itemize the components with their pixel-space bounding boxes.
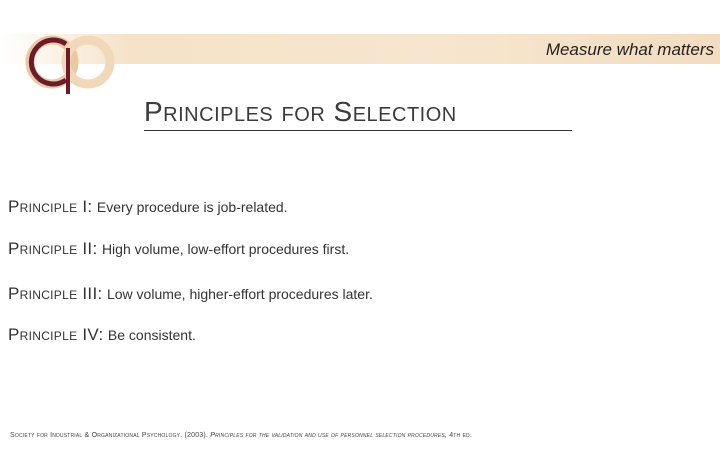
tagline: Measure what matters: [545, 40, 714, 59]
principle-label: Principle II:: [8, 239, 98, 258]
principle-text: Be consistent.: [107, 327, 196, 343]
citation-title: Principles for the validation and use of personnel selection procedures,: [210, 432, 448, 439]
principle-item: [8, 284, 373, 304]
slide-title: Principles for Selection: [144, 96, 457, 127]
principle-item: [8, 239, 349, 259]
citation: [10, 432, 472, 439]
principle-text: High volume, low-effort procedures first.: [101, 241, 350, 257]
citation-authors: Society for Industrial & Organizational Psychology. (2003).: [10, 432, 209, 439]
citation-edition: 4th ed.: [449, 432, 472, 439]
company-logo: [0, 18, 120, 94]
principle-item: [8, 325, 196, 345]
principle-label: Principle I:: [8, 197, 93, 216]
title-underline: [144, 130, 572, 131]
principle-text: Low volume, higher-effort procedures later.: [106, 286, 373, 302]
principle-text: Every procedure is job-related.: [96, 199, 288, 215]
principle-label: Principle III:: [8, 284, 103, 303]
principle-item: [8, 197, 288, 217]
principle-label: Principle IV:: [8, 325, 104, 344]
